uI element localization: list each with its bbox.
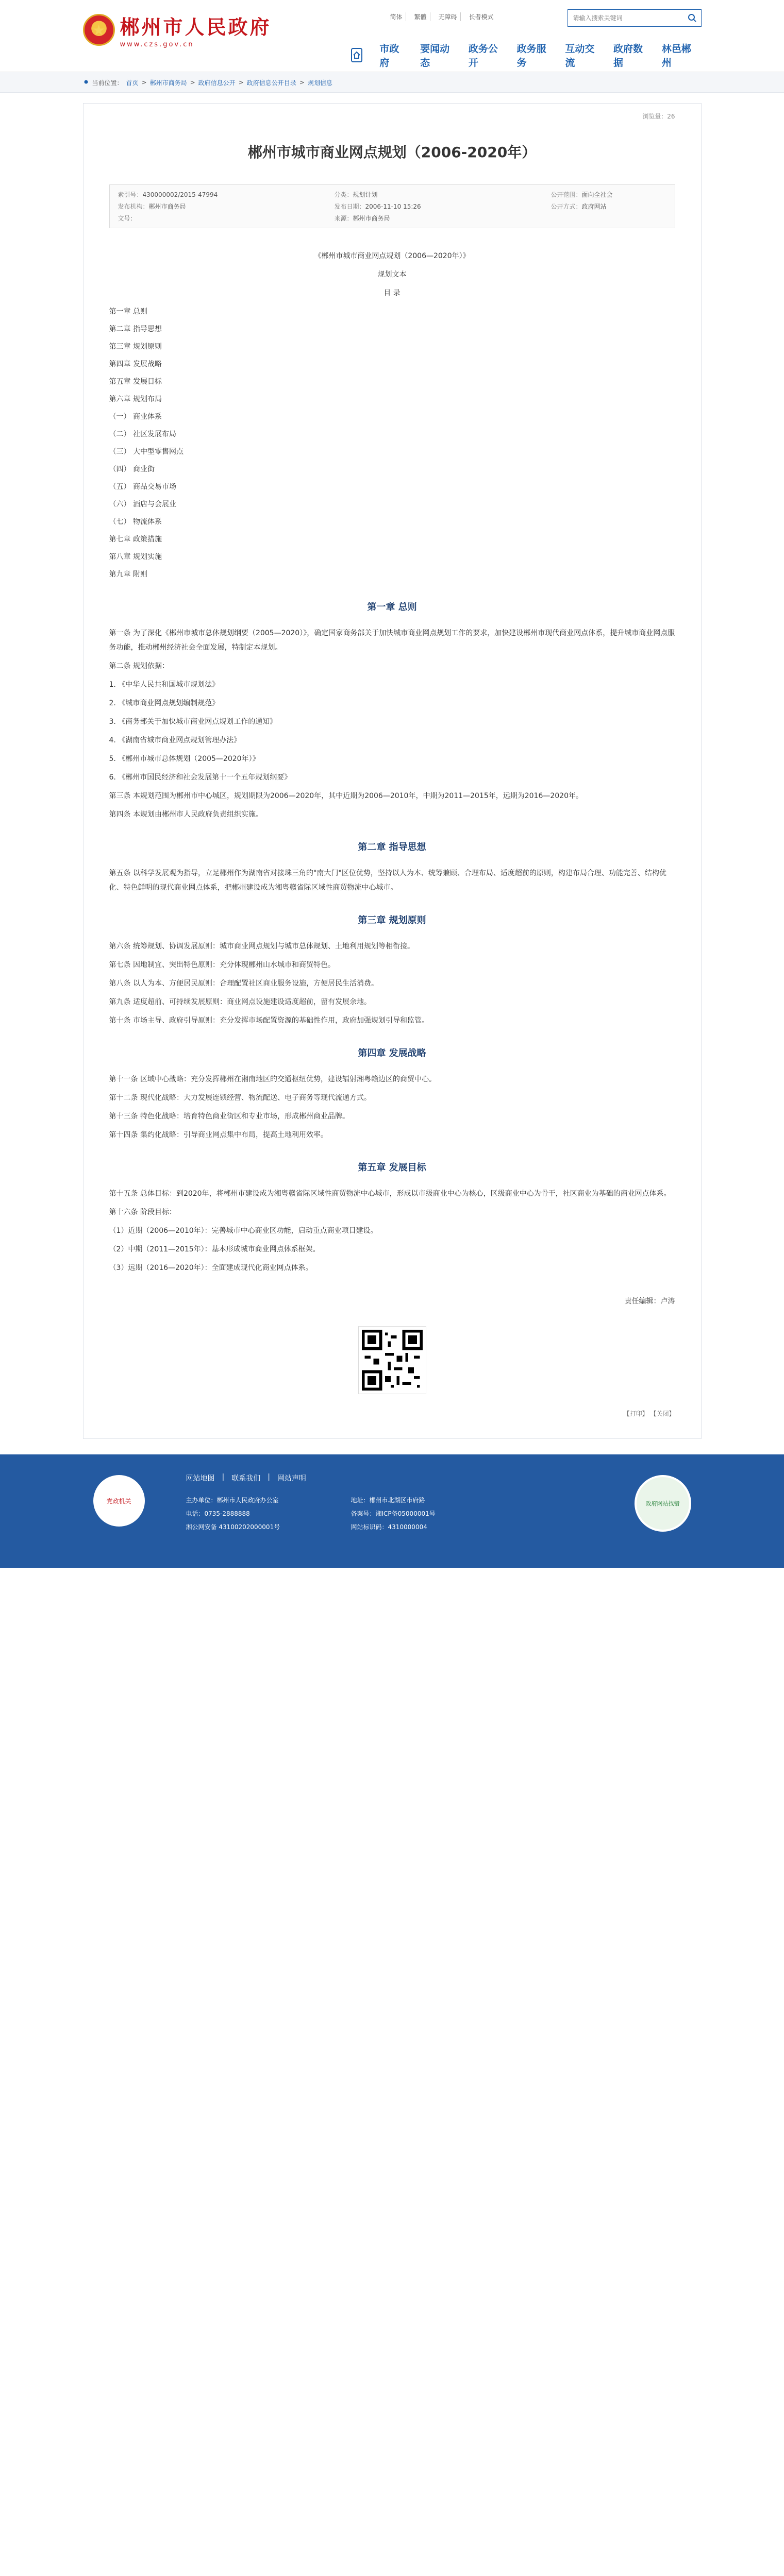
home-icon[interactable] bbox=[351, 48, 363, 62]
breadcrumb-prefix: 当前位置： bbox=[92, 79, 123, 87]
paragraph: （3）远期（2016—2020年）：全面建成现代化商业网点体系。 bbox=[109, 1264, 313, 1272]
paragraph: 1. 《中华人民共和国城市规划法》 bbox=[109, 681, 220, 689]
search-box bbox=[568, 9, 702, 27]
paragraph: 第四条 本规划由郴州市人民政府负责组织实施。 bbox=[109, 810, 263, 819]
top-link[interactable]: 繁體 bbox=[411, 12, 430, 21]
nav-item[interactable]: 市政府 bbox=[379, 43, 399, 69]
view-count: 浏览量：26 bbox=[642, 113, 675, 120]
footer-link[interactable]: 网站地图 bbox=[186, 1475, 215, 1483]
paragraph: 第七条 因地制宜、突出特色原则：充分体现郴州山水城市和商贸特色。 bbox=[109, 961, 335, 969]
paragraph: 5. 《郴州市城市总体规划（2005—2020年）》 bbox=[109, 755, 260, 763]
footer-icp[interactable]: 备案号：湘ICP备05000001号 bbox=[351, 1510, 436, 1517]
paragraph: 第五条 以科学发展观为指导，立足郴州作为湖南省对接珠三角的"南大门"区位优势，坚持以人为本、统筹兼顾、合理布局、适度超前的原则，构建布局合理、功能完善、结构优化、特色鲜明的现代商业网点体系，把郴州建设成为湘粤赣省际区域性商贸物流中心城市。 bbox=[109, 869, 666, 892]
national-emblem-icon: ★ bbox=[83, 14, 115, 46]
paragraph: 2. 《城市商业网点规划编制规范》 bbox=[109, 699, 220, 707]
top-link[interactable]: 简体 bbox=[387, 12, 406, 21]
toc-item: 第三章 规划原则 bbox=[109, 343, 162, 351]
chapter-5 bbox=[109, 1187, 675, 1275]
toc-item: 第五章 发展目标 bbox=[109, 378, 162, 386]
paragraph: 第十一条 区域中心战略：充分发挥郴州在湘南地区的交通枢纽优势，建设辐射湘粤赣边区的商贸中心。 bbox=[109, 1075, 436, 1083]
toc-item: （五） 商品交易市场 bbox=[109, 483, 176, 491]
chapter-heading: 第四章 发展战略 bbox=[358, 1048, 426, 1059]
breadcrumb-item[interactable]: 首页 bbox=[126, 79, 139, 87]
location-icon bbox=[83, 79, 89, 86]
chapter-1 bbox=[109, 626, 675, 822]
toc-title: 目 录 bbox=[383, 289, 401, 297]
paragraph: （1）近期（2006—2010年）：完善城市中心商业区功能，启动重点商业项目建设。 bbox=[109, 1227, 378, 1235]
main-nav bbox=[351, 41, 702, 69]
site-url: www.czs.gov.cn bbox=[120, 41, 194, 48]
top-link[interactable]: 长者模式 bbox=[469, 13, 494, 21]
site-logo[interactable] bbox=[83, 11, 272, 48]
footer-gongan[interactable]: 湘公网安备 43100202000001号 bbox=[186, 1523, 280, 1531]
nav-item[interactable]: 林邑郴州 bbox=[661, 43, 691, 69]
article-intro: 《郴州市城市商业网点规划（2006—2020年）》 bbox=[314, 252, 470, 260]
chapter-3 bbox=[109, 939, 675, 1028]
nav-item[interactable]: 要闻动态 bbox=[420, 43, 450, 69]
breadcrumb: 当前位置： 首页 > 郴州市商务局 > 政府信息公开 > 政府信息公开目录 > 规划信息 bbox=[0, 72, 784, 93]
breadcrumb-item[interactable]: 政府信息公开 bbox=[198, 79, 236, 87]
footer-site-code: 网站标识码：4310000004 bbox=[351, 1523, 427, 1531]
toc-item: 第九章 附则 bbox=[109, 570, 147, 579]
meta-index: 430000002/2015-47994 bbox=[142, 191, 218, 198]
breadcrumb-item[interactable]: 规划信息 bbox=[307, 79, 332, 87]
top-links bbox=[387, 12, 497, 21]
chapter-heading: 第一章 总则 bbox=[367, 602, 417, 613]
search-input[interactable] bbox=[568, 10, 683, 26]
paragraph: （2）中期（2011—2015年）：基本形成城市商业网点体系框架。 bbox=[109, 1245, 320, 1253]
paragraph: 3. 《商务部关于加快城市商业网点规划工作的通知》 bbox=[109, 718, 277, 726]
article-container bbox=[83, 103, 702, 1439]
error-report-badge[interactable]: 政府网站找错 bbox=[635, 1475, 691, 1532]
paragraph: 第十条 市场主导、政府引导原则：充分发挥市场配置资源的基础性作用，政府加强规划引导和监管。 bbox=[109, 1016, 429, 1025]
paragraph: 第二条 规划依据： bbox=[109, 662, 169, 670]
chapter-4 bbox=[109, 1072, 675, 1142]
toc-item: （二） 社区发展布局 bbox=[109, 430, 176, 438]
toc-item: （三） 大中型零售网点 bbox=[109, 448, 184, 456]
footer-phone: 电话：0735-2888888 bbox=[186, 1510, 250, 1517]
paragraph: 第六条 统筹规划、协调发展原则：城市商业网点规划与城市总体规划、土地利用规划等相衔接。 bbox=[109, 942, 414, 951]
meta-form: 政府网站 bbox=[581, 203, 607, 210]
article-body bbox=[109, 249, 675, 1275]
responsible-editor: 责任编辑：卢涛 bbox=[624, 1297, 675, 1306]
footer-info bbox=[186, 1494, 702, 1534]
chapter-2 bbox=[109, 866, 675, 895]
search-button[interactable] bbox=[683, 10, 701, 26]
site-title: 郴州市人民政府 bbox=[120, 15, 272, 39]
paragraph: 第三条 本规划范围为郴州市中心城区，规划期限为2006—2020年，其中近期为2006—2010年，中期为2011—2015年，远期为2016—2020年。 bbox=[109, 792, 583, 800]
footer-host: 主办单位：郴州市人民政府办公室 bbox=[186, 1497, 279, 1504]
paragraph: 第十三条 特色化战略：培育特色商业街区和专业市场，形成郴州商业品牌。 bbox=[109, 1112, 349, 1121]
toc-item: （七） 物流体系 bbox=[109, 518, 162, 526]
toc-item: 第八章 规划实施 bbox=[109, 553, 162, 561]
paragraph: 第十四条 集约化战略：引导商业网点集中布局，提高土地利用效率。 bbox=[109, 1131, 328, 1139]
toc-item: （四） 商业街 bbox=[109, 465, 155, 473]
toc-item: 第七章 政策措施 bbox=[109, 535, 162, 544]
footer-link[interactable]: 网站声明 bbox=[277, 1475, 306, 1483]
meta-category: 规划计划 bbox=[353, 191, 378, 198]
toc-item: （一） 商业体系 bbox=[109, 413, 162, 421]
paragraph: 第十二条 现代化战略：大力发展连锁经营、物流配送、电子商务等现代流通方式。 bbox=[109, 1094, 371, 1102]
breadcrumb-item[interactable]: 郴州市商务局 bbox=[149, 79, 187, 87]
search-icon bbox=[688, 13, 697, 23]
top-link[interactable]: 无障碍 bbox=[436, 12, 461, 21]
qr-code bbox=[359, 1327, 426, 1394]
meta-scope: 面向全社会 bbox=[581, 191, 613, 198]
chapter-heading: 第五章 发展目标 bbox=[358, 1162, 426, 1173]
print-close-links[interactable]: 【打印】 【关闭】 bbox=[623, 1410, 675, 1417]
toc-item: 第二章 指导思想 bbox=[109, 325, 162, 333]
toc-item: （六） 酒店与会展业 bbox=[109, 500, 176, 509]
paragraph: 第八条 以人为本、方便居民原则：合理配置社区商业服务设施，方便居民生活消费。 bbox=[109, 979, 378, 988]
paragraph: 第一条 为了深化《郴州市城市总体规划纲要（2005—2020）》，确定国家商务部关于加快城市商业网点规划工作的要求，加快建设郴州市现代商业网点体系，提升城市商业网点服务功能，推动郴州经济社会全面发展，特制定本规划。 bbox=[109, 629, 675, 652]
breadcrumb-item[interactable]: 政府信息公开目录 bbox=[246, 79, 296, 87]
paragraph: 第十六条 阶段目标： bbox=[109, 1208, 176, 1216]
toc-item: 第四章 发展战略 bbox=[109, 360, 162, 368]
header bbox=[0, 0, 784, 72]
nav-item[interactable]: 政务服务 bbox=[516, 43, 546, 69]
article-subtitle: 规划文本 bbox=[377, 270, 407, 279]
doc-meta-table: 索引号：430000002/2015-47994 分类：规划计划 公开范围：面向全社会 发布机构：郴州市商务局 发布日期：2006-11-10 15:26 公开方式：政府网站 文号： 来源：郴州市商务局 bbox=[109, 184, 675, 228]
paragraph: 4. 《湖南省城市商业网点规划管理办法》 bbox=[109, 736, 241, 744]
toc-item: 第一章 总则 bbox=[109, 308, 147, 316]
footer-address: 地址：郴州市北湖区市府路 bbox=[351, 1497, 425, 1504]
meta-date: 2006-11-10 15:26 bbox=[365, 203, 421, 210]
page-title: 郴州市城市商业网点规划（2006-2020年） bbox=[247, 144, 537, 161]
paragraph: 第九条 适度超前、可持续发展原则：商业网点设施建设适度超前，留有发展余地。 bbox=[109, 998, 371, 1006]
meta-source: 郴州市商务局 bbox=[353, 215, 390, 222]
chapter-heading: 第三章 规划原则 bbox=[358, 915, 426, 926]
toc bbox=[109, 304, 675, 582]
footer-link[interactable]: 联系我们 bbox=[231, 1475, 261, 1483]
nav-item[interactable]: 互动交流 bbox=[565, 43, 595, 69]
footer bbox=[0, 1454, 784, 1568]
toc-item: 第六章 规划布局 bbox=[109, 395, 162, 403]
meta-publisher: 郴州市商务局 bbox=[148, 203, 186, 210]
footer-links: 网站地图 | 联系我们 | 网站声明 bbox=[186, 1473, 306, 1483]
paragraph: 第十五条 总体目标：到2020年，将郴州市建设成为湘粤赣省际区域性商贸物流中心城市，形成以市级商业中心为核心，区级商业中心为骨干，社区商业为基础的商业网点体系。 bbox=[109, 1190, 671, 1198]
chapter-heading: 第二章 指导思想 bbox=[358, 842, 426, 853]
party-govt-badge[interactable]: 党政机关 bbox=[93, 1475, 145, 1527]
nav-item[interactable]: 政务公开 bbox=[468, 43, 498, 69]
nav-item[interactable]: 政府数据 bbox=[613, 43, 643, 69]
paragraph: 6. 《郴州市国民经济和社会发展第十一个五年规划纲要》 bbox=[109, 773, 292, 782]
